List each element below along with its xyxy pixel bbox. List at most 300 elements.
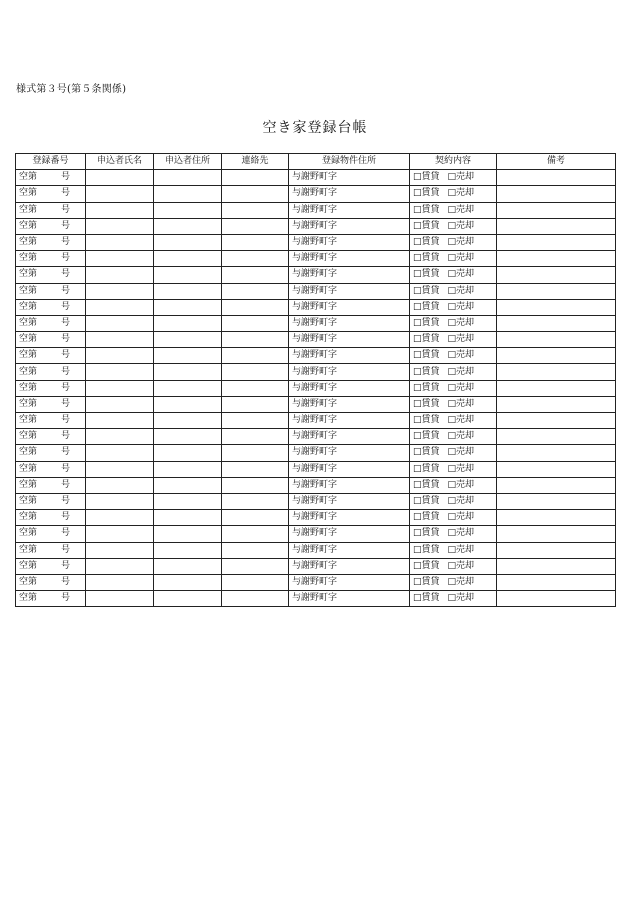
applicant-name-cell[interactable] (86, 380, 154, 396)
registration-suffix: 号 (61, 253, 71, 264)
registration-prefix: 空第 (19, 398, 38, 409)
property-address-cell[interactable] (289, 542, 410, 558)
contact-cell[interactable] (222, 283, 289, 299)
contact-cell[interactable] (222, 299, 289, 315)
table-body (16, 170, 616, 607)
registration-prefix: 空第 (19, 528, 38, 539)
applicant-address-cell[interactable] (154, 558, 222, 574)
registration-number-cell[interactable] (16, 380, 86, 396)
applicant-name-cell[interactable] (86, 461, 154, 477)
contract-option-rent-checkbox[interactable]: □賃貸 (413, 512, 440, 523)
remarks-cell[interactable] (497, 574, 616, 590)
registration-prefix: 空第 (19, 544, 38, 555)
registration-prefix: 空第 (19, 237, 38, 248)
contact-cell[interactable] (222, 315, 289, 331)
property-address-cell[interactable] (289, 267, 410, 283)
registration-number-cell[interactable] (16, 461, 86, 477)
remarks-cell[interactable] (497, 170, 616, 186)
remarks-cell[interactable] (497, 429, 616, 445)
applicant-address-cell[interactable] (154, 413, 222, 429)
remarks-cell[interactable] (497, 461, 616, 477)
contract-option-rent-checkbox[interactable]: □賃貸 (413, 350, 440, 361)
contact-cell[interactable] (222, 170, 289, 186)
registration-suffix: 号 (61, 269, 71, 280)
remarks-cell[interactable] (497, 218, 616, 234)
contact-cell[interactable] (222, 574, 289, 590)
table-row (16, 267, 616, 283)
property-address-prefix: 与謝野町字 (292, 366, 338, 377)
applicant-address-cell[interactable] (154, 493, 222, 509)
contract-option-rent-checkbox[interactable]: □賃貸 (413, 220, 440, 231)
registration-suffix: 号 (61, 479, 71, 490)
remarks-cell[interactable] (497, 299, 616, 315)
contract-option-rent-checkbox[interactable]: □賃貸 (413, 398, 440, 409)
property-address-cell[interactable] (289, 186, 410, 202)
remarks-cell[interactable] (497, 364, 616, 380)
applicant-address-cell[interactable] (154, 218, 222, 234)
property-address-cell[interactable] (289, 591, 410, 607)
contract-option-sale-checkbox[interactable]: □売却 (447, 447, 475, 458)
remarks-cell[interactable] (497, 234, 616, 250)
contract-option-sale-checkbox[interactable]: □売却 (447, 382, 475, 393)
applicant-address-cell[interactable] (154, 267, 222, 283)
document-title: 空き家登録台帳 (262, 120, 368, 136)
remarks-cell[interactable] (497, 413, 616, 429)
registration-number-cell[interactable] (16, 348, 86, 364)
table-row (16, 202, 616, 218)
contract-type-cell (410, 267, 497, 283)
contact-cell[interactable] (222, 332, 289, 348)
applicant-address-cell[interactable] (154, 186, 222, 202)
property-address-cell[interactable] (289, 558, 410, 574)
contract-option-sale-checkbox[interactable]: □売却 (447, 350, 475, 361)
contact-cell[interactable] (222, 591, 289, 607)
property-address-cell[interactable] (289, 526, 410, 542)
contact-cell[interactable] (222, 186, 289, 202)
remarks-cell[interactable] (497, 396, 616, 412)
property-address-prefix: 与謝野町字 (292, 220, 338, 231)
applicant-address-cell[interactable] (154, 202, 222, 218)
property-address-prefix: 与謝野町字 (292, 398, 338, 409)
applicant-address-cell[interactable] (154, 315, 222, 331)
registration-number-cell[interactable] (16, 186, 86, 202)
applicant-name-cell[interactable] (86, 218, 154, 234)
contact-cell[interactable] (222, 251, 289, 267)
applicant-name-cell[interactable] (86, 186, 154, 202)
contract-option-rent-checkbox[interactable]: □賃貸 (413, 576, 440, 587)
registration-suffix: 号 (61, 431, 71, 442)
form-number-label: 様式第３号(第５条関係) (16, 84, 127, 95)
contract-option-rent-checkbox[interactable]: □賃貸 (413, 382, 440, 393)
table-row (16, 348, 616, 364)
contract-type-cell (410, 493, 497, 509)
registration-number-cell[interactable] (16, 445, 86, 461)
registration-suffix: 号 (61, 528, 71, 539)
contact-cell[interactable] (222, 364, 289, 380)
applicant-address-cell[interactable] (154, 510, 222, 526)
contract-option-sale-checkbox[interactable]: □売却 (447, 172, 475, 183)
registration-prefix: 空第 (19, 188, 38, 199)
contract-type-cell (410, 364, 497, 380)
contract-option-rent-checkbox[interactable]: □賃貸 (413, 593, 440, 604)
property-address-cell[interactable] (289, 477, 410, 493)
registration-number-cell[interactable] (16, 299, 86, 315)
registration-number-cell[interactable] (16, 558, 86, 574)
contract-type-cell (410, 574, 497, 590)
applicant-name-cell[interactable] (86, 477, 154, 493)
property-address-prefix: 与謝野町字 (292, 382, 338, 393)
contract-option-rent-checkbox[interactable]: □賃貸 (413, 172, 440, 183)
registration-number-cell[interactable] (16, 574, 86, 590)
contract-option-sale-checkbox[interactable]: □売却 (447, 285, 475, 296)
registration-prefix: 空第 (19, 479, 38, 490)
contract-type-cell (410, 218, 497, 234)
registration-number-cell[interactable] (16, 542, 86, 558)
property-address-cell[interactable] (289, 396, 410, 412)
table-row (16, 186, 616, 202)
remarks-cell[interactable] (497, 202, 616, 218)
applicant-name-cell[interactable] (86, 283, 154, 299)
applicant-name-cell[interactable] (86, 364, 154, 380)
registration-number-cell[interactable] (16, 477, 86, 493)
property-address-cell[interactable] (289, 218, 410, 234)
applicant-name-cell[interactable] (86, 493, 154, 509)
contract-type-cell (410, 251, 497, 267)
contact-cell[interactable] (222, 202, 289, 218)
contract-option-sale-checkbox[interactable]: □売却 (447, 415, 475, 426)
applicant-name-cell[interactable] (86, 251, 154, 267)
property-address-cell[interactable] (289, 413, 410, 429)
table-row (16, 542, 616, 558)
property-address-prefix: 与謝野町字 (292, 528, 338, 539)
contract-option-sale-checkbox[interactable]: □売却 (447, 188, 475, 199)
applicant-address-cell[interactable] (154, 299, 222, 315)
applicant-address-cell[interactable] (154, 591, 222, 607)
contract-option-rent-checkbox[interactable]: □賃貸 (413, 463, 440, 474)
registration-number-cell[interactable] (16, 510, 86, 526)
applicant-address-cell[interactable] (154, 477, 222, 493)
registration-prefix: 空第 (19, 253, 38, 264)
registration-number-cell[interactable] (16, 315, 86, 331)
registration-suffix: 号 (61, 496, 71, 507)
property-address-cell[interactable] (289, 461, 410, 477)
applicant-address-cell[interactable] (154, 396, 222, 412)
registration-number-cell[interactable] (16, 526, 86, 542)
contract-option-sale-checkbox[interactable]: □売却 (447, 576, 475, 587)
contract-option-rent-checkbox[interactable]: □賃貸 (413, 253, 440, 264)
registration-suffix: 号 (61, 172, 71, 183)
contract-type-cell (410, 283, 497, 299)
contact-cell[interactable] (222, 445, 289, 461)
registration-number-cell[interactable] (16, 251, 86, 267)
applicant-name-cell[interactable] (86, 510, 154, 526)
remarks-cell[interactable] (497, 542, 616, 558)
contract-option-rent-checkbox[interactable]: □賃貸 (413, 366, 440, 377)
property-address-cell[interactable] (289, 283, 410, 299)
applicant-address-cell[interactable] (154, 234, 222, 250)
property-address-cell[interactable] (289, 380, 410, 396)
contract-type-cell (410, 332, 497, 348)
applicant-name-cell[interactable] (86, 445, 154, 461)
contract-option-sale-checkbox[interactable]: □売却 (447, 496, 475, 507)
contract-option-rent-checkbox[interactable]: □賃貸 (413, 447, 440, 458)
contact-cell[interactable] (222, 348, 289, 364)
registration-prefix: 空第 (19, 560, 38, 571)
remarks-cell[interactable] (497, 510, 616, 526)
applicant-address-cell[interactable] (154, 380, 222, 396)
contract-type-cell (410, 396, 497, 412)
applicant-name-cell[interactable] (86, 526, 154, 542)
registration-number-cell[interactable] (16, 234, 86, 250)
contract-option-rent-checkbox[interactable]: □賃貸 (413, 317, 440, 328)
registration-number-cell[interactable] (16, 364, 86, 380)
applicant-name-cell[interactable] (86, 348, 154, 364)
applicant-address-cell[interactable] (154, 429, 222, 445)
contact-cell[interactable] (222, 218, 289, 234)
contact-cell[interactable] (222, 510, 289, 526)
applicant-name-cell[interactable] (86, 591, 154, 607)
contract-option-rent-checkbox[interactable]: □賃貸 (413, 285, 440, 296)
contract-option-rent-checkbox[interactable]: □賃貸 (413, 431, 440, 442)
registration-number-cell[interactable] (16, 218, 86, 234)
contract-option-rent-checkbox[interactable]: □賃貸 (413, 544, 440, 555)
remarks-cell[interactable] (497, 332, 616, 348)
contract-option-rent-checkbox[interactable]: □賃貸 (413, 528, 440, 539)
contact-cell[interactable] (222, 380, 289, 396)
contact-cell[interactable] (222, 396, 289, 412)
header-contract-type: 契約内容 (410, 154, 497, 170)
contract-option-rent-checkbox[interactable]: □賃貸 (413, 269, 440, 280)
remarks-cell[interactable] (497, 380, 616, 396)
remarks-cell[interactable] (497, 526, 616, 542)
contact-cell[interactable] (222, 493, 289, 509)
applicant-name-cell[interactable] (86, 396, 154, 412)
applicant-address-cell[interactable] (154, 445, 222, 461)
applicant-name-cell[interactable] (86, 542, 154, 558)
applicant-name-cell[interactable] (86, 267, 154, 283)
contract-type-cell (410, 202, 497, 218)
registration-number-cell[interactable] (16, 283, 86, 299)
registration-prefix: 空第 (19, 496, 38, 507)
property-address-cell[interactable] (289, 234, 410, 250)
remarks-cell[interactable] (497, 186, 616, 202)
property-address-cell[interactable] (289, 251, 410, 267)
applicant-name-cell[interactable] (86, 429, 154, 445)
property-address-cell[interactable] (289, 332, 410, 348)
contract-type-cell (410, 558, 497, 574)
contract-option-rent-checkbox[interactable]: □賃貸 (413, 496, 440, 507)
table-row (16, 574, 616, 590)
contract-option-sale-checkbox[interactable]: □売却 (447, 398, 475, 409)
applicant-address-cell[interactable] (154, 348, 222, 364)
contract-option-sale-checkbox[interactable]: □売却 (447, 269, 475, 280)
table-row (16, 251, 616, 267)
property-address-cell[interactable] (289, 299, 410, 315)
contract-type-cell (410, 186, 497, 202)
remarks-cell[interactable] (497, 558, 616, 574)
contract-type-cell (410, 234, 497, 250)
property-address-cell[interactable] (289, 170, 410, 186)
registration-suffix: 号 (61, 285, 71, 296)
registration-suffix: 号 (61, 398, 71, 409)
applicant-address-cell[interactable] (154, 283, 222, 299)
header-applicant-address: 申込者住所 (154, 154, 222, 170)
contact-cell[interactable] (222, 461, 289, 477)
table-row (16, 510, 616, 526)
contract-option-rent-checkbox[interactable]: □賃貸 (413, 237, 440, 248)
contract-option-rent-checkbox[interactable]: □賃貸 (413, 188, 440, 199)
registration-number-cell[interactable] (16, 493, 86, 509)
property-address-cell[interactable] (289, 202, 410, 218)
property-address-cell[interactable] (289, 445, 410, 461)
remarks-cell[interactable] (497, 591, 616, 607)
registration-number-cell[interactable] (16, 267, 86, 283)
contract-type-cell (410, 413, 497, 429)
table-row (16, 332, 616, 348)
applicant-address-cell[interactable] (154, 526, 222, 542)
registration-number-cell[interactable] (16, 429, 86, 445)
property-address-prefix: 与謝野町字 (292, 544, 338, 555)
contract-option-rent-checkbox[interactable]: □賃貸 (413, 334, 440, 345)
contact-cell[interactable] (222, 542, 289, 558)
remarks-cell[interactable] (497, 267, 616, 283)
contract-option-sale-checkbox[interactable]: □売却 (447, 220, 475, 231)
property-address-prefix: 与謝野町字 (292, 188, 338, 199)
property-address-cell[interactable] (289, 315, 410, 331)
remarks-cell[interactable] (497, 283, 616, 299)
remarks-cell[interactable] (497, 348, 616, 364)
contract-option-rent-checkbox[interactable]: □賃貸 (413, 301, 440, 312)
table-row (16, 380, 616, 396)
contact-cell[interactable] (222, 477, 289, 493)
contract-option-rent-checkbox[interactable]: □賃貸 (413, 204, 440, 215)
contact-cell[interactable] (222, 234, 289, 250)
contact-cell[interactable] (222, 558, 289, 574)
applicant-address-cell[interactable] (154, 332, 222, 348)
header-contact: 連絡先 (222, 154, 289, 170)
registration-suffix: 号 (61, 544, 71, 555)
contract-option-sale-checkbox[interactable]: □売却 (447, 237, 475, 248)
remarks-cell[interactable] (497, 315, 616, 331)
registration-suffix: 号 (61, 576, 71, 587)
registration-prefix: 空第 (19, 463, 38, 474)
contract-option-sale-checkbox[interactable]: □売却 (447, 301, 475, 312)
registration-number-cell[interactable] (16, 396, 86, 412)
applicant-address-cell[interactable] (154, 461, 222, 477)
table-row (16, 283, 616, 299)
registration-suffix: 号 (61, 447, 71, 458)
property-address-prefix: 与謝野町字 (292, 237, 338, 248)
registration-suffix: 号 (61, 334, 71, 345)
contract-option-sale-checkbox[interactable]: □売却 (447, 253, 475, 264)
registration-number-cell[interactable] (16, 202, 86, 218)
applicant-name-cell[interactable] (86, 332, 154, 348)
registration-number-cell[interactable] (16, 591, 86, 607)
applicant-name-cell[interactable] (86, 413, 154, 429)
registration-number-cell[interactable] (16, 170, 86, 186)
contact-cell[interactable] (222, 526, 289, 542)
property-address-cell[interactable] (289, 510, 410, 526)
contract-option-sale-checkbox[interactable]: □売却 (447, 528, 475, 539)
applicant-name-cell[interactable] (86, 234, 154, 250)
registration-prefix: 空第 (19, 334, 38, 345)
property-address-cell[interactable] (289, 429, 410, 445)
contract-type-cell (410, 348, 497, 364)
contact-cell[interactable] (222, 267, 289, 283)
registration-suffix: 号 (61, 512, 71, 523)
applicant-name-cell[interactable] (86, 315, 154, 331)
property-address-cell[interactable] (289, 348, 410, 364)
contract-option-sale-checkbox[interactable]: □売却 (447, 317, 475, 328)
remarks-cell[interactable] (497, 251, 616, 267)
applicant-address-cell[interactable] (154, 170, 222, 186)
property-address-prefix: 与謝野町字 (292, 576, 338, 587)
contract-option-rent-checkbox[interactable]: □賃貸 (413, 415, 440, 426)
contract-option-sale-checkbox[interactable]: □売却 (447, 204, 475, 215)
contract-option-sale-checkbox[interactable]: □売却 (447, 593, 475, 604)
table-row (16, 364, 616, 380)
contract-option-sale-checkbox[interactable]: □売却 (447, 334, 475, 345)
registration-prefix: 空第 (19, 382, 38, 393)
registration-suffix: 号 (61, 463, 71, 474)
contract-option-sale-checkbox[interactable]: □売却 (447, 431, 475, 442)
remarks-cell[interactable] (497, 477, 616, 493)
contact-cell[interactable] (222, 413, 289, 429)
applicant-address-cell[interactable] (154, 574, 222, 590)
contract-option-rent-checkbox[interactable]: □賃貸 (413, 560, 440, 571)
contract-type-cell (410, 299, 497, 315)
applicant-name-cell[interactable] (86, 558, 154, 574)
registration-prefix: 空第 (19, 269, 38, 280)
contact-cell[interactable] (222, 429, 289, 445)
header-property-address: 登録物件住所 (289, 154, 410, 170)
applicant-address-cell[interactable] (154, 364, 222, 380)
property-address-prefix: 与謝野町字 (292, 350, 338, 361)
registration-number-cell[interactable] (16, 413, 86, 429)
contract-option-rent-checkbox[interactable]: □賃貸 (413, 479, 440, 490)
registration-prefix: 空第 (19, 285, 38, 296)
remarks-cell[interactable] (497, 493, 616, 509)
property-address-cell[interactable] (289, 364, 410, 380)
applicant-address-cell[interactable] (154, 251, 222, 267)
contract-option-sale-checkbox[interactable]: □売却 (447, 544, 475, 555)
property-address-prefix: 与謝野町字 (292, 285, 338, 296)
applicant-name-cell[interactable] (86, 299, 154, 315)
contract-option-sale-checkbox[interactable]: □売却 (447, 479, 475, 490)
contract-option-sale-checkbox[interactable]: □売却 (447, 512, 475, 523)
remarks-cell[interactable] (497, 445, 616, 461)
registration-number-cell[interactable] (16, 332, 86, 348)
property-address-cell[interactable] (289, 574, 410, 590)
table-row (16, 315, 616, 331)
contract-option-sale-checkbox[interactable]: □売却 (447, 560, 475, 571)
applicant-name-cell[interactable] (86, 170, 154, 186)
applicant-name-cell[interactable] (86, 202, 154, 218)
registration-suffix: 号 (61, 220, 71, 231)
registration-prefix: 空第 (19, 447, 38, 458)
registration-suffix: 号 (61, 188, 71, 199)
applicant-address-cell[interactable] (154, 542, 222, 558)
contract-type-cell (410, 591, 497, 607)
property-address-cell[interactable] (289, 493, 410, 509)
registration-prefix: 空第 (19, 172, 38, 183)
registration-suffix: 号 (61, 204, 71, 215)
contract-option-sale-checkbox[interactable]: □売却 (447, 463, 475, 474)
table-row (16, 413, 616, 429)
property-address-prefix: 与謝野町字 (292, 204, 338, 215)
contract-option-sale-checkbox[interactable]: □売却 (447, 366, 475, 377)
applicant-name-cell[interactable] (86, 574, 154, 590)
